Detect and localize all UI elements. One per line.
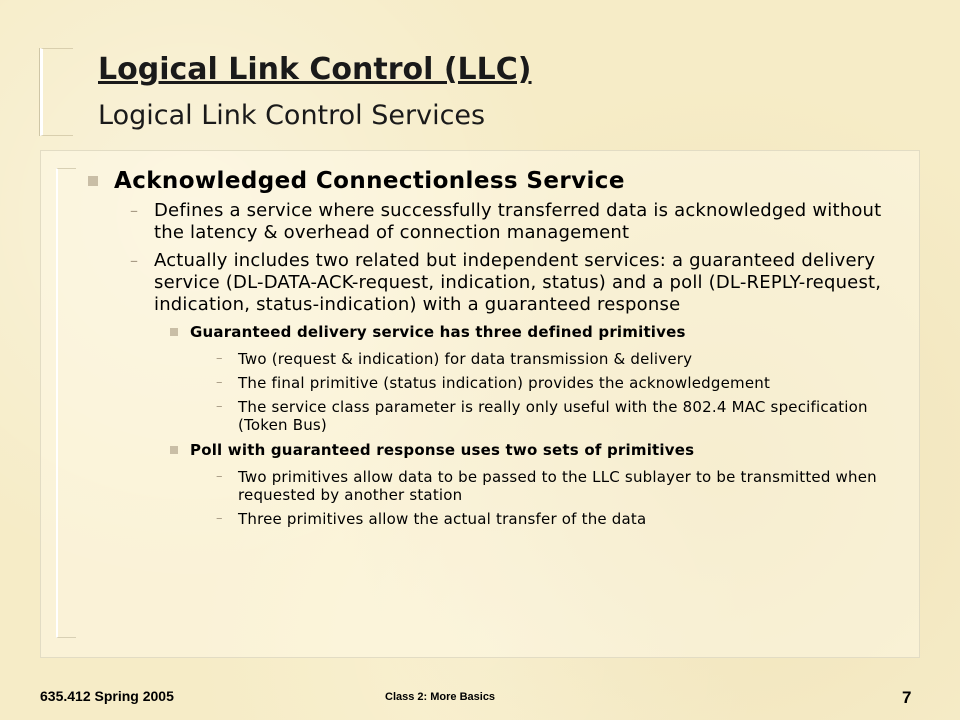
- dash-bullet-icon: –: [216, 351, 223, 366]
- dash-bullet-icon: –: [130, 201, 139, 220]
- dash-bullet-icon: –: [216, 375, 223, 390]
- sub-item: [84, 374, 904, 392]
- sub-heading-text: Guaranteed delivery service has three defined primitives: [190, 323, 686, 341]
- slide-content: [84, 166, 904, 534]
- square-bullet-icon: [170, 328, 178, 336]
- sub-item-text: Two primitives allow data to be passed to the LLC sublayer to be transmitted when requested by another station: [238, 468, 877, 504]
- slide-title: Logical Link Control (LLC): [98, 52, 532, 87]
- dash-bullet-icon: –: [216, 469, 223, 484]
- sub-heading-1: [84, 322, 904, 342]
- dash-bullet-icon: –: [216, 399, 223, 414]
- dash-bullet-icon: –: [130, 251, 139, 270]
- sub-heading-text: Poll with guaranteed response uses two sets of primitives: [190, 441, 695, 459]
- content-bracket-decoration: [56, 168, 76, 638]
- bullet-heading: [84, 166, 904, 196]
- page-number: 7: [902, 688, 912, 707]
- bullet-point-1: [84, 200, 904, 244]
- square-bullet-icon: [88, 176, 98, 186]
- bullet-point-2: [84, 250, 904, 316]
- footer-class-name: Class 2: More Basics: [385, 691, 496, 703]
- footer-course: 635.412 Spring 2005: [40, 688, 174, 704]
- sub-item-text: Two (request & indication) for data transmission & delivery: [238, 350, 693, 368]
- slide-subtitle: Logical Link Control Services: [98, 100, 486, 131]
- sub-item-text: The final primitive (status indication) provides the acknowledgement: [238, 374, 771, 392]
- sub-item: [84, 468, 904, 504]
- square-bullet-icon: [170, 446, 178, 454]
- sub-item-text: Three primitives allow the actual transfer of the data: [238, 510, 647, 528]
- heading-text: Acknowledged Connectionless Service: [114, 168, 625, 194]
- title-bracket-decoration: [40, 48, 73, 136]
- point-text: Actually includes two related but independent services: a guaranteed delivery service (DL-DATA-ACK-request, indication, status) and a poll (DL-REPLY-request, indication, status-indication) with a guaranteed response: [154, 250, 882, 315]
- sub-heading-2: [84, 440, 904, 460]
- sub-item: [84, 350, 904, 368]
- dash-bullet-icon: –: [216, 511, 223, 526]
- sub-item: [84, 398, 904, 434]
- point-text: Defines a service where successfully transferred data is acknowledged without the latency & overhead of connection management: [154, 200, 882, 243]
- sub-item-text: The service class parameter is really only useful with the 802.4 MAC specification (Token Bus): [238, 398, 868, 434]
- sub-item: [84, 510, 904, 528]
